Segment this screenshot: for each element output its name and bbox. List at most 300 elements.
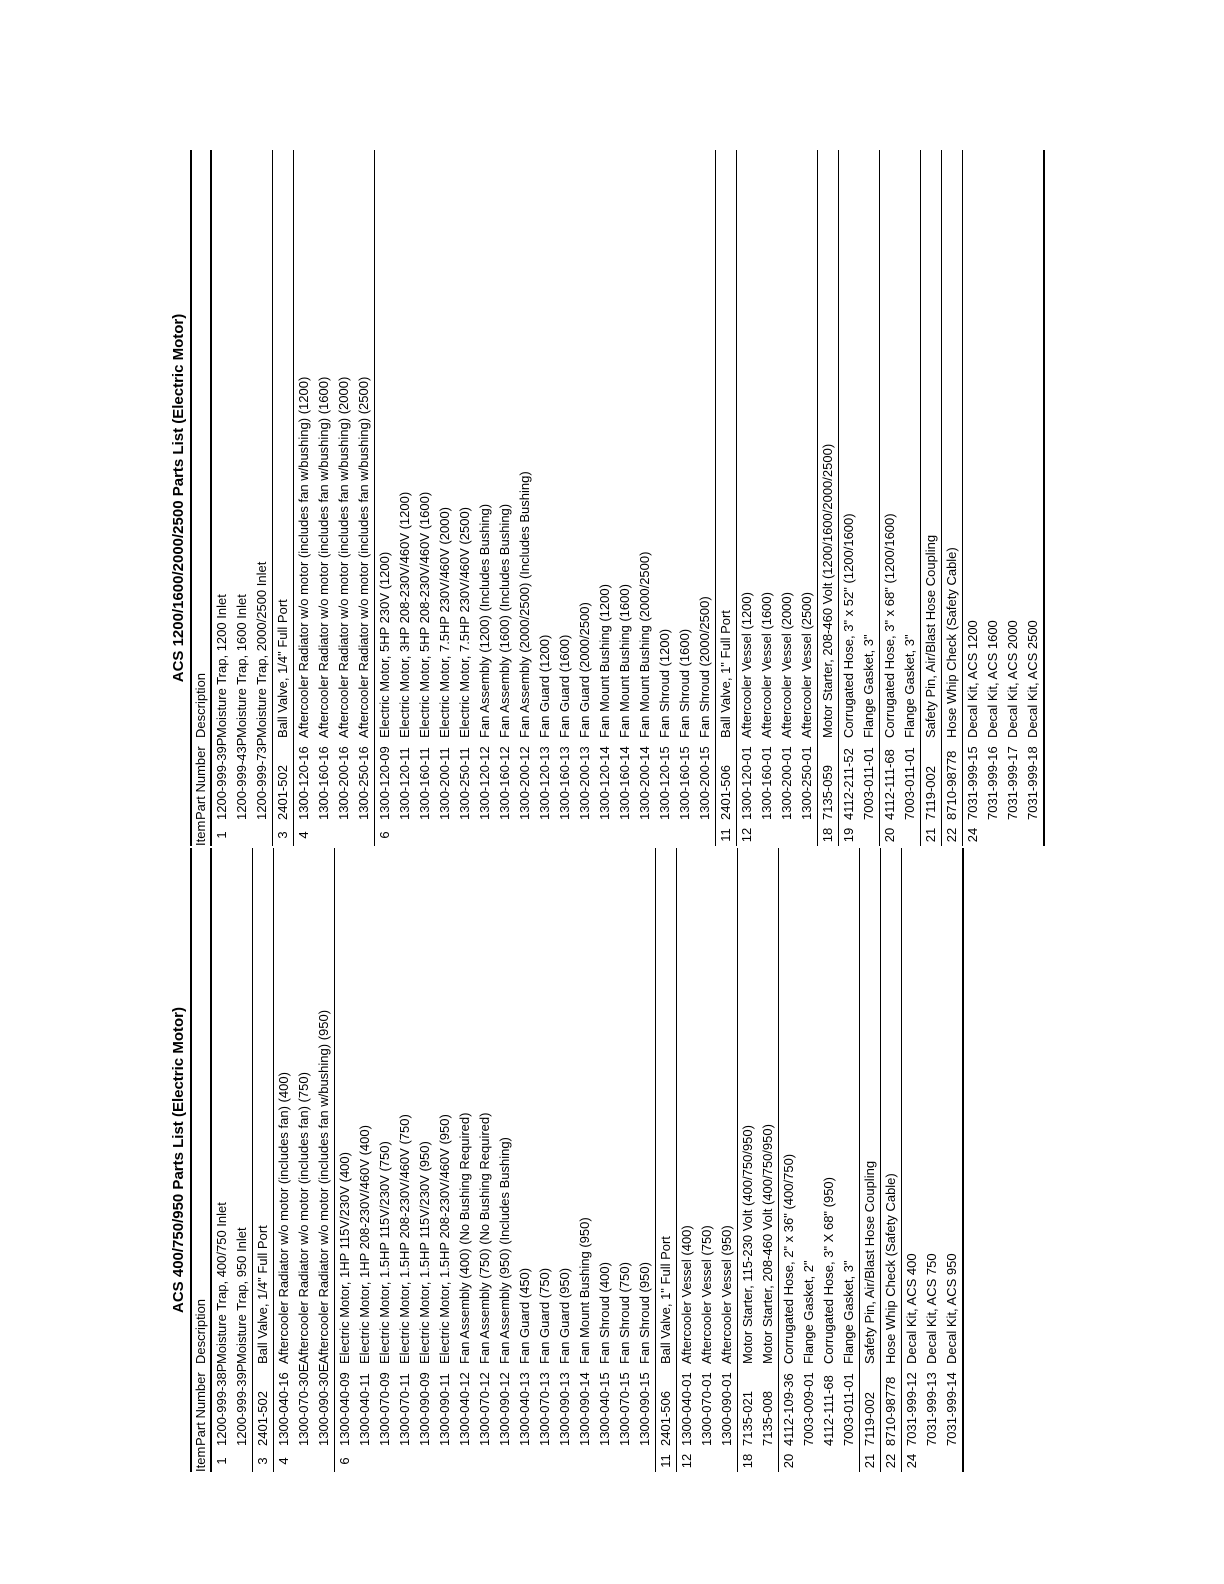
cell-part-number: 1300-120-13 bbox=[537, 746, 552, 820]
cell-part-number: 1300-040-15 bbox=[597, 1372, 612, 1446]
table-row bbox=[555, 150, 575, 846]
cell-part-number: 1300-120-11 bbox=[397, 747, 412, 820]
table-row bbox=[575, 150, 595, 846]
cell-description: Electric Motor, 1.5HP 208-230V/460V (750) bbox=[397, 1114, 412, 1364]
cell-part-number: 7003-011-01 bbox=[861, 747, 876, 820]
table-row bbox=[535, 848, 555, 1472]
cell-item bbox=[575, 1450, 595, 1472]
cell-item bbox=[615, 824, 635, 846]
table-row bbox=[615, 150, 635, 846]
cell-part-number: 2401-506 bbox=[718, 765, 733, 820]
cell-item bbox=[455, 824, 475, 846]
cell-description: Decal Kit, ACS 2000 bbox=[1005, 620, 1020, 738]
cell-part-number: 1300-040-12 bbox=[457, 1372, 472, 1446]
cell-item bbox=[757, 824, 777, 846]
table-row bbox=[715, 150, 736, 846]
header-item: Item bbox=[193, 1446, 208, 1472]
cell-part-number: 1300-120-14 bbox=[597, 746, 612, 820]
cell-part-number: 1300-070-13 bbox=[537, 1372, 552, 1446]
cell-item bbox=[797, 824, 817, 846]
table-row bbox=[635, 150, 655, 846]
cell-item: 22 bbox=[883, 1453, 898, 1469]
table-row bbox=[272, 150, 293, 846]
cell-part-number: 1300-200-11 bbox=[437, 747, 452, 820]
cell-part-number: 7031-999-14 bbox=[944, 1372, 959, 1446]
cell-part-number: 1300-200-01 bbox=[779, 746, 794, 820]
cell-item bbox=[252, 824, 272, 846]
cell-description: Motor Starter, 208-460 Volt (400/750/950) bbox=[760, 1124, 775, 1364]
cell-part-number: 1300-040-09 bbox=[337, 1372, 352, 1446]
table-row bbox=[374, 150, 395, 846]
cell-part-number: 1300-250-11 bbox=[457, 747, 472, 820]
table-row bbox=[293, 150, 314, 846]
table-row bbox=[415, 848, 435, 1472]
table-row bbox=[334, 848, 355, 1472]
table-row bbox=[879, 150, 900, 846]
cell-item bbox=[555, 824, 575, 846]
header-description: Description bbox=[193, 1298, 208, 1364]
cell-part-number: 7031-999-12 bbox=[904, 1372, 919, 1446]
cell-item bbox=[375, 1450, 395, 1472]
table-row bbox=[777, 150, 797, 846]
cell-part-number: 1300-160-15 bbox=[677, 746, 692, 820]
cell-item bbox=[595, 1450, 615, 1472]
header-description: Description bbox=[193, 672, 208, 738]
cell-item: 11 bbox=[718, 828, 733, 842]
table-row bbox=[900, 150, 920, 846]
cell-part-number: 7031-999-15 bbox=[965, 746, 980, 820]
header-part-number: Part Number bbox=[193, 1372, 208, 1446]
cell-part-number: 2401-502 bbox=[275, 765, 290, 820]
cell-item: 1 bbox=[214, 831, 229, 839]
table-row bbox=[717, 848, 737, 1472]
cell-description: Electric Motor, 7.5HP 230V/460V (2000) bbox=[437, 507, 452, 738]
cell-item: 20 bbox=[882, 827, 897, 843]
cell-part-number: 1300-090-12 bbox=[497, 1372, 512, 1446]
table-row bbox=[737, 848, 758, 1472]
table-row bbox=[475, 150, 495, 846]
cell-part-number: 7031-999-17 bbox=[1005, 746, 1020, 820]
cell-description: Fan Shroud (950) bbox=[637, 1262, 652, 1364]
cell-item bbox=[697, 1450, 717, 1472]
cell-description: Aftercooler Radiator w/o motor (includes fan w/bushing) (1200) bbox=[296, 376, 311, 738]
cell-description: Fan Assembly (400) (No Bushing Required) bbox=[457, 1112, 472, 1364]
table-row bbox=[475, 848, 495, 1472]
cell-description: Electric Motor, 1.5HP 115V/230V (950) bbox=[417, 1141, 432, 1364]
cell-item bbox=[535, 1450, 555, 1472]
cell-part-number: 1300-250-16 bbox=[356, 746, 371, 820]
cell-part-number: 1300-120-16 bbox=[296, 746, 311, 820]
cell-part-number: 1300-120-01 bbox=[739, 746, 754, 820]
cell-item bbox=[859, 824, 879, 846]
table-row bbox=[435, 848, 455, 1472]
cell-item bbox=[475, 824, 495, 846]
table-row bbox=[314, 150, 334, 846]
cell-item: 4 bbox=[296, 831, 311, 839]
table-row bbox=[941, 150, 962, 846]
cell-part-number: 1300-090-14 bbox=[577, 1372, 592, 1446]
table-row bbox=[252, 150, 272, 846]
cell-item: 12 bbox=[739, 827, 754, 843]
cell-part-number: 1300-200-15 bbox=[697, 746, 712, 820]
cell-description: Electric Motor, 1.5HP 115V/230V (750) bbox=[377, 1141, 392, 1364]
table-body bbox=[212, 150, 1045, 846]
cell-part-number: 1300-160-16 bbox=[316, 746, 331, 820]
table-row bbox=[375, 848, 395, 1472]
table-row bbox=[595, 150, 615, 846]
cell-item bbox=[900, 824, 920, 846]
cell-part-number: 1300-160-01 bbox=[759, 746, 774, 820]
cell-description: Aftercooler Radiator w/o motor (includes fan w/bushing) (1600) bbox=[316, 376, 331, 738]
cell-item bbox=[415, 1450, 435, 1472]
cell-part-number: 7003-011-01 bbox=[902, 747, 917, 820]
cell-item bbox=[232, 1450, 252, 1472]
cell-item bbox=[334, 824, 354, 846]
cell-item bbox=[922, 1450, 942, 1472]
cell-part-number: 7003-009-01 bbox=[801, 1372, 816, 1446]
table-title: ACS 400/750/950 Parts List (Electric Motor) bbox=[170, 1007, 187, 1313]
cell-description: Fan Guard (950) bbox=[557, 1267, 572, 1364]
cell-item bbox=[495, 824, 515, 846]
table-row bbox=[880, 848, 901, 1472]
table-row bbox=[495, 150, 515, 846]
cell-description: Corrugated Hose, 3" X 68" (950) bbox=[821, 1177, 836, 1364]
cell-item bbox=[314, 824, 334, 846]
cell-description: Fan Assembly (1600) (Includes Bushing) bbox=[497, 503, 512, 738]
cell-item bbox=[799, 1450, 819, 1472]
cell-description: Fan Mount Bushing (2000/2500) bbox=[637, 551, 652, 738]
cell-item: 4 bbox=[276, 1457, 291, 1465]
cell-part-number: 1300-250-01 bbox=[799, 746, 814, 820]
cell-part-number: 1300-160-11 bbox=[417, 747, 432, 820]
cell-description: Corrugated Hose, 3" x 52" (1200/1600) bbox=[841, 513, 856, 738]
cell-part-number: 1300-070-09 bbox=[377, 1372, 392, 1446]
table-row bbox=[232, 150, 252, 846]
cell-item: 24 bbox=[904, 1453, 919, 1469]
cell-description: Motor Starter, 208-460 Volt (1200/1600/2000/2500) bbox=[820, 443, 835, 738]
cell-description: Moisture Trap, 400/750 Inlet bbox=[214, 1202, 229, 1364]
table-row bbox=[736, 150, 757, 846]
cell-part-number: 1300-120-15 bbox=[657, 746, 672, 820]
table-row bbox=[555, 848, 575, 1472]
cell-item: 12 bbox=[679, 1453, 694, 1469]
table-row bbox=[395, 848, 415, 1472]
cell-description: Aftercooler Vessel (750) bbox=[699, 1225, 714, 1364]
cell-description: Fan Assembly (2000/2500) (Includes Bushing) bbox=[517, 471, 532, 738]
cell-item bbox=[435, 1450, 455, 1472]
cell-item bbox=[1023, 824, 1043, 846]
cell-item bbox=[294, 1450, 314, 1472]
cell-description: Corrugated Hose, 2" x 36" (400/750) bbox=[781, 1153, 796, 1364]
table-row bbox=[819, 848, 839, 1472]
cell-item: 20 bbox=[781, 1453, 796, 1469]
cell-description: Aftercooler Radiator w/o motor (includes fan) (400) bbox=[276, 1072, 291, 1364]
cell-description: Aftercooler Radiator w/o motor (includes fan w/bushing) (2500) bbox=[356, 376, 371, 738]
cell-part-number: 7135-008 bbox=[760, 1391, 775, 1446]
cell-description: Electric Motor, 1.5HP 208-230V/460V (950) bbox=[437, 1114, 452, 1364]
table-row bbox=[273, 848, 294, 1472]
table-row bbox=[252, 848, 273, 1472]
cell-item: 18 bbox=[820, 827, 835, 843]
cell-part-number: 1200-999-39P bbox=[214, 737, 229, 820]
cell-part-number: 1300-200-13 bbox=[577, 746, 592, 820]
table-row bbox=[1023, 150, 1045, 846]
cell-part-number: 1300-160-14 bbox=[617, 746, 632, 820]
table-row bbox=[294, 848, 314, 1472]
cell-item bbox=[395, 1450, 415, 1472]
cell-description: Electric Motor, 3HP 208-230V/460V (1200) bbox=[397, 491, 412, 738]
table-row bbox=[595, 848, 615, 1472]
table-row bbox=[675, 150, 695, 846]
table-body bbox=[212, 848, 964, 1472]
table-row bbox=[695, 150, 715, 846]
table-row bbox=[232, 848, 252, 1472]
cell-description: Aftercooler Vessel (2000) bbox=[779, 592, 794, 738]
cell-description: Fan Shroud (1600) bbox=[677, 628, 692, 738]
cell-item: 11 bbox=[658, 1454, 673, 1468]
table-row bbox=[415, 150, 435, 846]
cell-description: Ball Valve, 1" Full Port bbox=[718, 610, 733, 738]
table-row bbox=[942, 848, 964, 1472]
cell-item: 1 bbox=[214, 1457, 229, 1465]
cell-part-number: 7031-999-13 bbox=[924, 1372, 939, 1446]
cell-description: Aftercooler Vessel (1200) bbox=[739, 592, 754, 738]
table-row bbox=[962, 150, 983, 846]
cell-part-number: 7031-999-18 bbox=[1025, 746, 1040, 820]
cell-item bbox=[314, 1450, 334, 1472]
cell-item bbox=[355, 1450, 375, 1472]
cell-description: Aftercooler Vessel (950) bbox=[719, 1225, 734, 1364]
cell-item bbox=[983, 824, 1003, 846]
cell-part-number: 1300-200-14 bbox=[637, 746, 652, 820]
cell-description: Fan Shroud (2000/2500) bbox=[697, 596, 712, 738]
table-row bbox=[838, 150, 859, 846]
header-item: Item bbox=[193, 820, 208, 846]
cell-description: Moisture Trap, 1200 Inlet bbox=[214, 594, 229, 738]
cell-item: 3 bbox=[275, 831, 290, 839]
cell-part-number: 1300-120-09 bbox=[377, 746, 392, 820]
cell-description: Aftercooler Radiator w/o motor (includes fan w/bushing) (2000) bbox=[336, 376, 351, 738]
cell-description: Motor Starter, 115-230 Volt (400/750/950) bbox=[740, 1125, 755, 1364]
cell-description: Safety Pin, Air/Blast Hose Coupling bbox=[862, 1160, 877, 1364]
cell-item: 21 bbox=[923, 827, 938, 843]
cell-description: Electric Motor, 7.5HP 230V/460V (2500) bbox=[457, 507, 472, 738]
cell-description: Fan Mount Bushing (950) bbox=[577, 1217, 592, 1364]
cell-part-number: 4112-109-36 bbox=[781, 1373, 796, 1446]
cell-description: Moisture Trap, 2000/2500 Inlet bbox=[254, 561, 269, 738]
cell-part-number: 1300-040-11 bbox=[357, 1373, 372, 1446]
cell-description: Electric Motor, 5HP 230V (1200) bbox=[377, 551, 392, 738]
cell-part-number: 1200-999-73P bbox=[254, 737, 269, 820]
table-row bbox=[655, 848, 676, 1472]
cell-item: 21 bbox=[862, 1453, 877, 1469]
table-header bbox=[190, 150, 212, 846]
cell-part-number: 7135-059 bbox=[820, 765, 835, 820]
cell-description: Decal Kit, ACS 2500 bbox=[1025, 620, 1040, 738]
table-row bbox=[922, 848, 942, 1472]
cell-description: Decal Kit, ACS 950 bbox=[944, 1253, 959, 1364]
cell-description: Moisture Trap, 1600 Inlet bbox=[234, 594, 249, 738]
cell-item bbox=[515, 1450, 535, 1472]
table-row bbox=[817, 150, 838, 846]
cell-part-number: 1300-040-16 bbox=[276, 1372, 291, 1446]
table-row bbox=[435, 150, 455, 846]
table-row bbox=[778, 848, 799, 1472]
cell-item: 19 bbox=[841, 827, 856, 843]
cell-description: Aftercooler Vessel (2500) bbox=[799, 592, 814, 738]
table-row bbox=[212, 150, 232, 846]
cell-item bbox=[475, 1450, 495, 1472]
cell-part-number: 1300-090-15 bbox=[637, 1372, 652, 1446]
table-row bbox=[575, 848, 595, 1472]
cell-item bbox=[435, 824, 455, 846]
cell-part-number: 1300-070-30E bbox=[296, 1363, 311, 1446]
table-row bbox=[655, 150, 675, 846]
cell-item bbox=[675, 824, 695, 846]
cell-description: Ball Valve, 1" Full Port bbox=[658, 1236, 673, 1364]
table-row bbox=[920, 150, 941, 846]
cell-item bbox=[717, 1450, 737, 1472]
cell-description: Flange Gasket, 3" bbox=[841, 1260, 856, 1364]
cell-item bbox=[819, 1450, 839, 1472]
cell-part-number: 1300-090-09 bbox=[417, 1372, 432, 1446]
cell-item bbox=[354, 824, 374, 846]
cell-description: Flange Gasket, 2" bbox=[801, 1260, 816, 1364]
cell-part-number: 1300-200-16 bbox=[336, 746, 351, 820]
cell-part-number: 1300-040-01 bbox=[679, 1372, 694, 1446]
cell-item bbox=[455, 1450, 475, 1472]
cell-item bbox=[575, 824, 595, 846]
table-row bbox=[535, 150, 555, 846]
table-row bbox=[395, 150, 415, 846]
cell-part-number: 1300-070-01 bbox=[699, 1372, 714, 1446]
table-row bbox=[797, 150, 817, 846]
table-row bbox=[615, 848, 635, 1472]
table-row bbox=[515, 150, 535, 846]
cell-description: Decal Kit, ACS 750 bbox=[924, 1253, 939, 1364]
cell-part-number: 1200-999-38P bbox=[214, 1363, 229, 1446]
cell-description: Decal Kit, ACS 1600 bbox=[985, 620, 1000, 738]
cell-part-number: 1200-999-39P bbox=[234, 1363, 249, 1446]
cell-description: Fan Shroud (400) bbox=[597, 1262, 612, 1364]
cell-description: Fan Guard (2000/2500) bbox=[577, 602, 592, 738]
cell-item bbox=[595, 824, 615, 846]
table-row bbox=[455, 848, 475, 1472]
cell-part-number: 1300-120-12 bbox=[477, 746, 492, 820]
cell-description: Flange Gasket, 3" bbox=[861, 634, 876, 738]
cell-part-number: 1300-200-12 bbox=[517, 746, 532, 820]
cell-item bbox=[635, 1450, 655, 1472]
cell-description: Fan Guard (450) bbox=[517, 1267, 532, 1364]
cell-description: Fan Guard (1200) bbox=[537, 634, 552, 738]
cell-item bbox=[655, 824, 675, 846]
cell-description: Fan Assembly (950) (Includes Bushing) bbox=[497, 1137, 512, 1364]
cell-part-number: 4112-111-68 bbox=[882, 749, 897, 820]
cell-part-number: 1300-160-13 bbox=[557, 746, 572, 820]
cell-part-number: 2401-506 bbox=[658, 1391, 673, 1446]
table-row bbox=[495, 848, 515, 1472]
cell-item bbox=[777, 824, 797, 846]
cell-description: Moisture Trap, 950 Inlet bbox=[234, 1227, 249, 1364]
table-row bbox=[983, 150, 1003, 846]
cell-item bbox=[695, 824, 715, 846]
cell-item bbox=[415, 824, 435, 846]
cell-description: Fan Shroud (750) bbox=[617, 1262, 632, 1364]
table-row bbox=[1003, 150, 1023, 846]
table-row bbox=[314, 848, 334, 1472]
cell-part-number: 7119-002 bbox=[923, 766, 938, 820]
cell-item bbox=[839, 1450, 859, 1472]
cell-description: Electric Motor, 1HP 115V/230V (400) bbox=[337, 1152, 352, 1364]
table-title: ACS 1200/1600/2000/2500 Parts List (Electric Motor) bbox=[170, 313, 187, 683]
table-row bbox=[758, 848, 778, 1472]
table-row bbox=[455, 150, 475, 846]
cell-part-number: 2401-502 bbox=[255, 1391, 270, 1446]
cell-description: Hose Whip Check (Safety Cable) bbox=[883, 1173, 898, 1364]
cell-part-number: 1300-160-12 bbox=[497, 746, 512, 820]
cell-part-number: 7119-002 bbox=[862, 1392, 877, 1446]
table-row bbox=[334, 150, 354, 846]
cell-description: Decal Kit, ACS 400 bbox=[904, 1253, 919, 1364]
table-row bbox=[697, 848, 717, 1472]
cell-item bbox=[535, 824, 555, 846]
cell-item bbox=[232, 824, 252, 846]
cell-item bbox=[615, 1450, 635, 1472]
cell-item: 6 bbox=[377, 831, 392, 839]
cell-description: Electric Motor, 5HP 208-230V/460V (1600) bbox=[417, 491, 432, 738]
cell-item bbox=[555, 1450, 575, 1472]
cell-part-number: 1300-070-12 bbox=[477, 1372, 492, 1446]
cell-description: Aftercooler Vessel (400) bbox=[679, 1225, 694, 1364]
cell-item bbox=[395, 824, 415, 846]
cell-description: Hose Whip Check (Safety Cable) bbox=[944, 547, 959, 738]
cell-part-number: 1300-040-13 bbox=[517, 1372, 532, 1446]
table-row bbox=[839, 848, 859, 1472]
cell-description: Fan Assembly (1200) (Includes Bushing) bbox=[477, 503, 492, 738]
table-row bbox=[901, 848, 922, 1472]
cell-part-number: 1300-070-15 bbox=[617, 1372, 632, 1446]
cell-part-number: 1300-090-01 bbox=[719, 1372, 734, 1446]
cell-description: Safety Pin, Air/Blast Hose Coupling bbox=[923, 534, 938, 738]
table-row bbox=[859, 150, 879, 846]
cell-item: 6 bbox=[337, 1457, 352, 1465]
cell-item: 3 bbox=[255, 1457, 270, 1465]
cell-description: Fan Shroud (1200) bbox=[657, 628, 672, 738]
cell-item: 22 bbox=[944, 827, 959, 843]
cell-item bbox=[495, 1450, 515, 1472]
parts-table-acs-400-750-950 bbox=[170, 848, 964, 1472]
table-row bbox=[515, 848, 535, 1472]
cell-item: 24 bbox=[965, 827, 980, 843]
parts-table-acs-1200-1600-2000-2500 bbox=[170, 150, 1045, 846]
cell-part-number: 8710-98778 bbox=[883, 1376, 898, 1446]
cell-item bbox=[942, 1450, 962, 1472]
table-header bbox=[190, 848, 212, 1472]
cell-description: Corrugated Hose, 3" x 68" (1200/1600) bbox=[882, 513, 897, 738]
cell-part-number: 1200-999-43P bbox=[234, 737, 249, 820]
cell-description: Aftercooler Vessel (1600) bbox=[759, 592, 774, 738]
cell-description: Ball Valve, 1/4" Full Port bbox=[255, 1225, 270, 1364]
cell-part-number: 1300-090-13 bbox=[557, 1372, 572, 1446]
cell-description: Flange Gasket, 3" bbox=[902, 634, 917, 738]
cell-description: Ball Valve, 1/4" Full Port bbox=[275, 599, 290, 738]
table-row bbox=[635, 848, 655, 1472]
cell-description: Fan Guard (1600) bbox=[557, 634, 572, 738]
table-row bbox=[859, 848, 880, 1472]
cell-description: Fan Assembly (750) (No Bushing Required) bbox=[477, 1112, 492, 1364]
table-row bbox=[676, 848, 697, 1472]
cell-part-number: 4112-211-52 bbox=[841, 748, 856, 820]
